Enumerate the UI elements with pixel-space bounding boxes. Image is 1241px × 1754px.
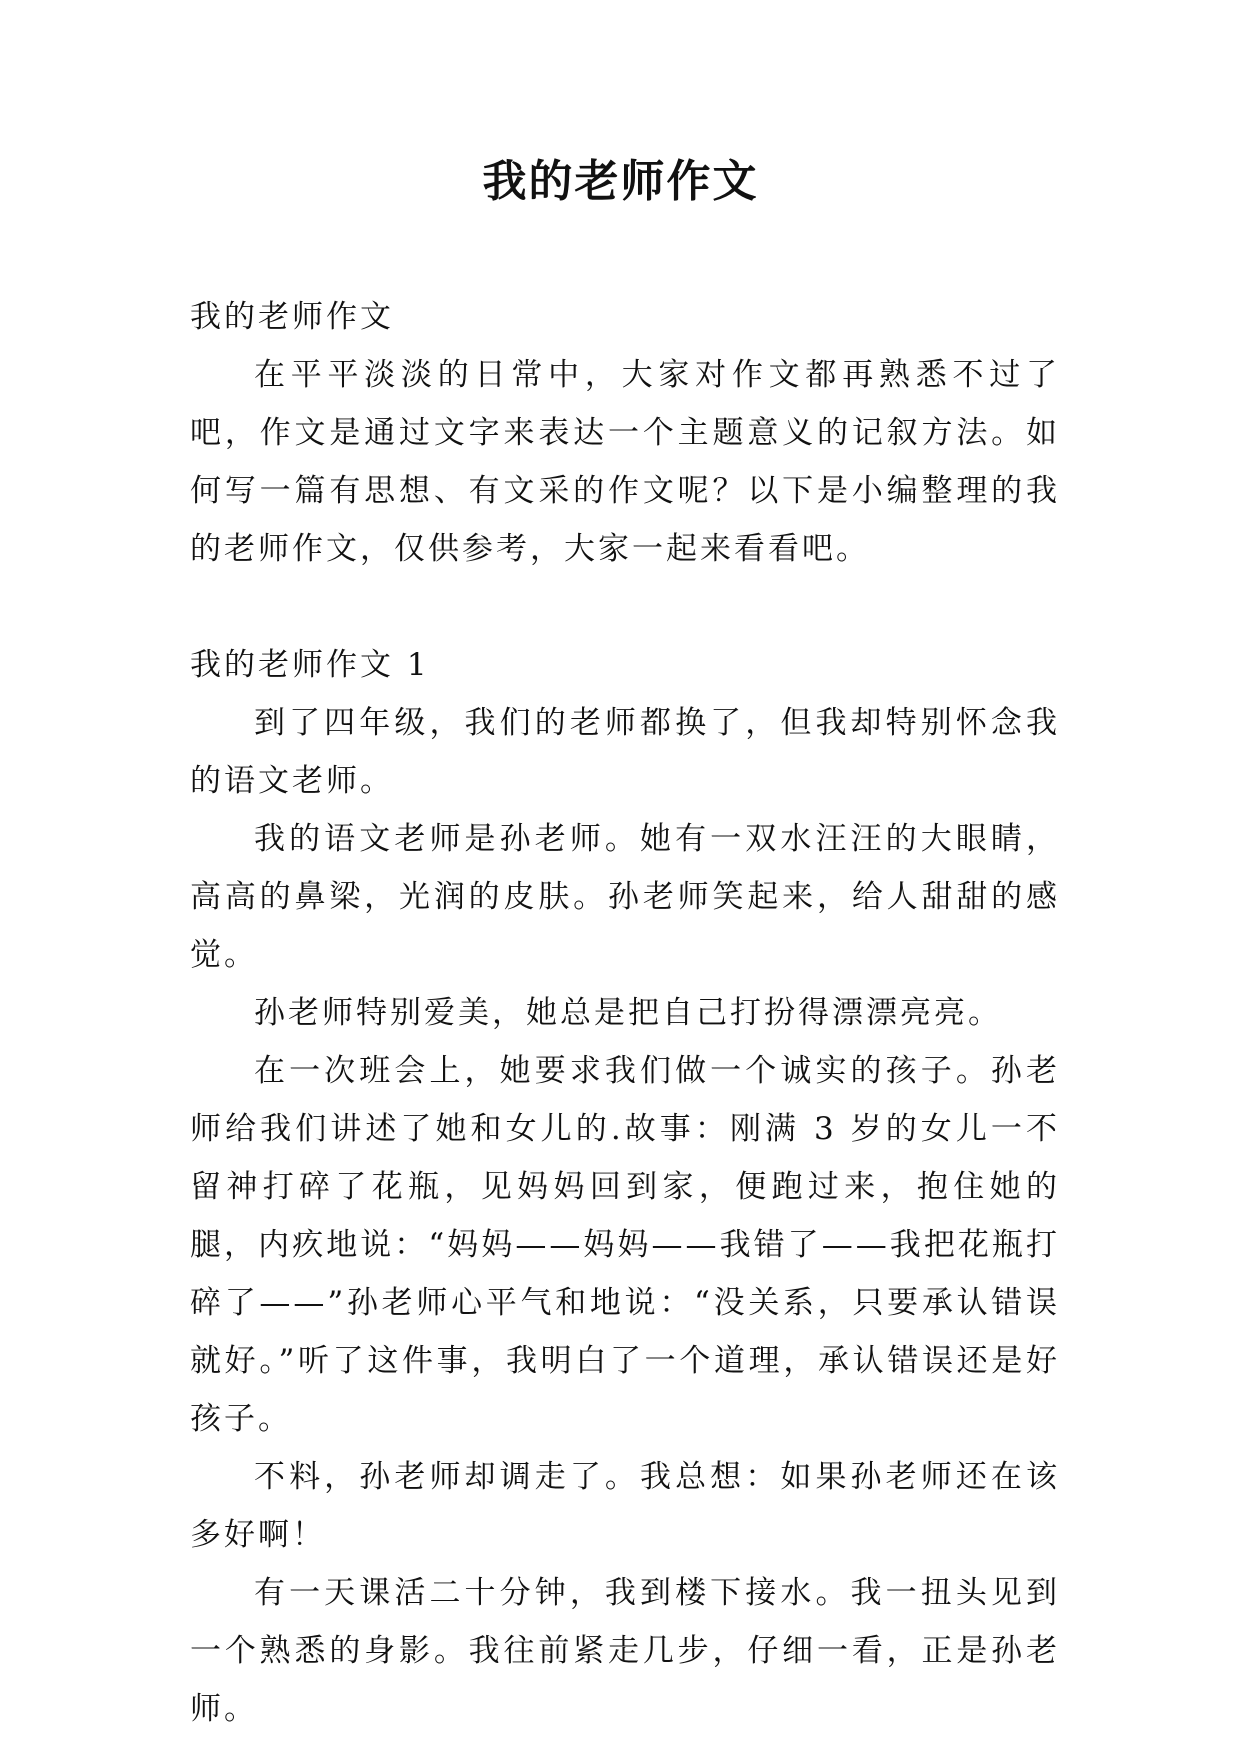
paragraph: 在一次班会上，她要求我们做一个诚实的孩子。孙老师给我们讲述了她和女儿的.故事：刚满 3 岁的女儿一不留神打碎了花瓶，见妈妈回到家，便跑过来，抱住她的腿，内疚地说：“妈妈——妈妈——我错了——我把花瓶打碎了——”孙老师心平气和地说：“没关系，只要承认错误就好。”听了这件事，我明白了一个道理，承认错误还是好孩子。 (190, 1053, 1060, 1437)
section-spacer (190, 578, 1060, 636)
paragraph: 孙老师特别爱美，她总是把自己打扮得漂漂亮亮。 (254, 995, 1002, 1031)
document-body (190, 288, 1060, 1738)
intro-paragraph: 在平平淡淡的日常中，大家对作文都再熟悉不过了吧，作文是通过文字来表达一个主题意义的记叙方法。如何写一篇有思想、有文采的作文呢？以下是小编整理的我的老师作文，仅供参考，大家一起来看看吧。 (190, 357, 1060, 567)
section1-heading: 我的老师作文 1 (190, 647, 430, 683)
section-heading: 我的老师作文 (190, 299, 394, 335)
paragraph: 不料，孙老师却调走了。我总想：如果孙老师还在该多好啊！ (190, 1459, 1060, 1553)
paragraph: 我的语文老师是孙老师。她有一双水汪汪的大眼睛，高高的鼻梁，光润的皮肤。孙老师笑起来，给人甜甜的感觉。 (190, 821, 1060, 973)
paragraph: 有一天课活二十分钟，我到楼下接水。我一扭头见到一个熟悉的身影。我往前紧走几步，仔细一看，正是孙老师。 (190, 1575, 1060, 1727)
paragraph: 到了四年级，我们的老师都换了，但我却特别怀念我的语文老师。 (190, 705, 1060, 799)
document-title: 我的老师作文 (482, 156, 759, 207)
